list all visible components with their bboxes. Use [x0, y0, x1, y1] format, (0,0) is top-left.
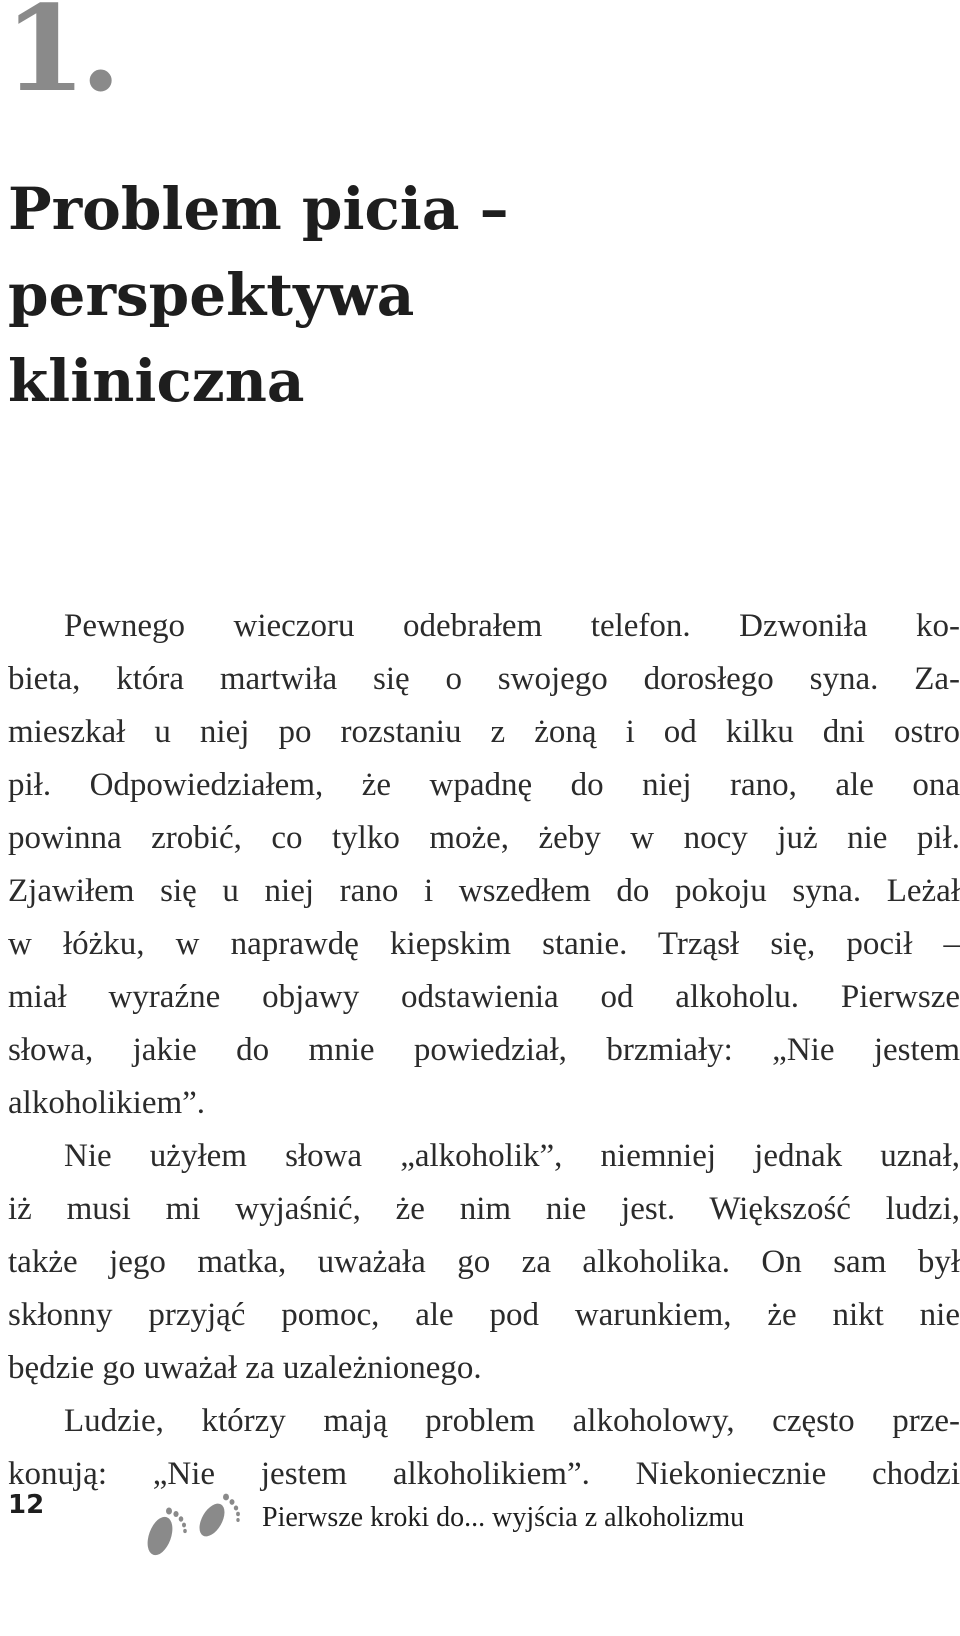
text-line: alkoholikiem”. [8, 1085, 206, 1121]
chapter-title-line: Problem picia – perspektywa [8, 175, 509, 329]
text-line: będzie go uważał za uzależnionego. [8, 1350, 482, 1386]
text-line: skłonny przyjąć pomoc, ale pod warunkiem, że nikt nie [8, 1297, 960, 1333]
body-text [8, 600, 960, 1501]
running-footer-title: Pierwsze kroki do... wyjścia z alkoholizmu [262, 1502, 745, 1533]
text-line: pił. Odpowiedziałem, że wpadnę do niej rano, ale ona [8, 767, 960, 803]
text-line: w łóżku, w naprawdę kiepskim stanie. Trząsł się, pocił – [8, 926, 960, 962]
text-line: Zjawiłem się u niej rano i wszedłem do pokoju syna. Leżał [8, 873, 960, 909]
page-number: 12 [8, 1490, 45, 1520]
text-line: także jego matka, uważała go za alkoholika. On sam był [8, 1244, 960, 1280]
text-line: mieszkał u niej po rozstaniu z żoną i od kilku dni ostro [8, 714, 960, 750]
text-line: Nie użyłem słowa „alkoholik”, niemniej jednak uznał, [64, 1138, 960, 1174]
text-line: Ludzie, którzy mają problem alkoholowy, często prze- [64, 1403, 960, 1439]
text-line: słowa, jakie do mnie powiedział, brzmiały: „Nie jestem [8, 1032, 960, 1068]
text-line: miał wyraźne objawy odstawienia od alkoholu. Pierwsze [8, 979, 960, 1015]
chapter-number: 1. [4, 0, 116, 118]
text-line: konują: „Nie jestem alkoholikiem”. Niekoniecznie chodzi [8, 1456, 960, 1492]
footprints-icon [138, 1488, 242, 1564]
chapter-title [8, 166, 908, 424]
text-line: Pewnego wieczoru odebrałem telefon. Dzwoniła ko- [64, 608, 960, 644]
text-line: bieta, która martwiła się o swojego dorosłego syna. Za- [8, 661, 960, 697]
chapter-title-line: kliniczna [8, 347, 305, 415]
text-line: powinna zrobić, co tylko może, żeby w nocy już nie pił. [8, 820, 960, 856]
text-line: iż musi mi wyjaśnić, że nim nie jest. Większość ludzi, [8, 1191, 960, 1227]
